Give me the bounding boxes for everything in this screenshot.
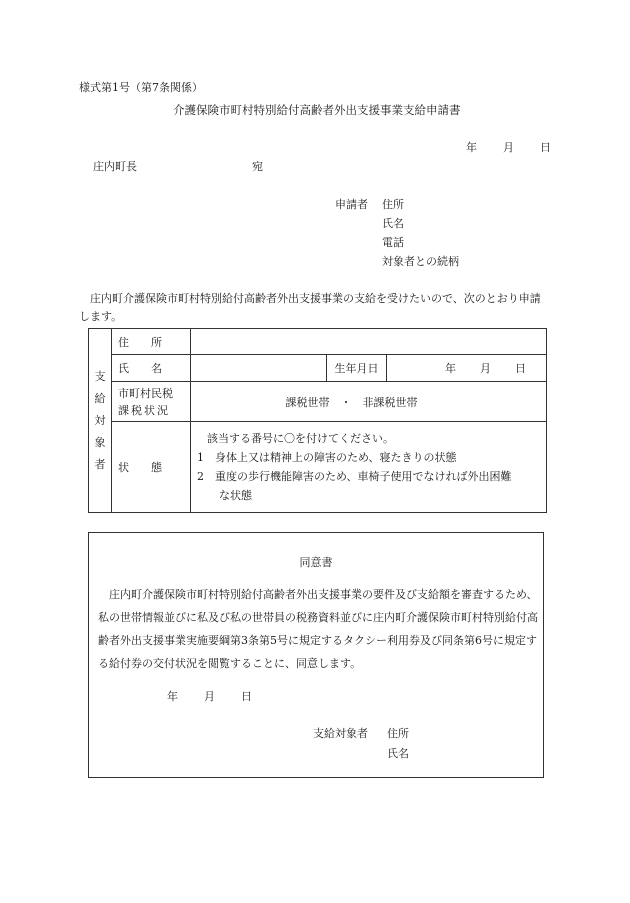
address-cell[interactable]	[191, 329, 547, 355]
side-char: 給	[94, 391, 106, 405]
application-statement-text: 庄内町介護保険市町村特別給付高齢者外出支援事業の支給を受けたいので、次のとおり申請します。	[79, 292, 541, 323]
applicant-field-name: 氏名	[382, 217, 404, 230]
application-statement	[79, 290, 549, 326]
form-number: 様式第1号（第7条関係）	[79, 81, 203, 94]
consent-day: 日	[241, 690, 252, 703]
tax-label-line-2: 課税状況	[118, 403, 170, 417]
signer-heading: 支給対象者	[313, 727, 368, 740]
birth-month: 月	[480, 362, 492, 375]
birthdate-label: 生年月日	[327, 355, 387, 382]
date-day: 日	[540, 141, 551, 154]
signer-name: 氏名	[387, 747, 409, 760]
consent-text: 庄内町介護保険市町村特別給付高齢者外出支援事業の要件及び支給額を審査するため、私の世帯情報並びに私及び私の世帯員の税務資料並びに庄内町介護保険市町村特別給付高齢者外出支援事業実施要綱第3条第5号に規定するタクシー利用券及び同条第6号に規定する給付券の交付状況を閲覧することに、同意します。	[98, 588, 538, 670]
addressee-name: 庄内町長	[93, 160, 137, 173]
side-char: 支	[94, 369, 106, 383]
condition-cell[interactable]	[191, 422, 547, 513]
side-char: 対	[94, 413, 106, 427]
application-date	[466, 139, 551, 155]
beneficiary-table	[88, 328, 547, 513]
name-cell[interactable]	[191, 355, 327, 382]
applicant-field-relationship: 対象者との続柄	[382, 255, 459, 268]
date-year: 年	[466, 141, 477, 154]
side-label	[89, 329, 112, 513]
address-label: 住 所	[112, 329, 191, 355]
tax-label-line-1: 市町村民税	[118, 386, 173, 400]
applicant-field-address: 住所	[382, 198, 404, 211]
addressee-honorific: 宛	[252, 160, 263, 173]
condition-option-2-cont: な状態	[219, 489, 252, 502]
consent-body	[98, 583, 540, 675]
signer-address: 住所	[387, 727, 409, 740]
consent-signer	[313, 724, 409, 764]
date-month: 月	[503, 141, 514, 154]
consent-title: 同意書	[299, 556, 333, 569]
applicant-block	[335, 195, 459, 271]
condition-instruction: 該当する番号に〇を付けてください。	[207, 432, 394, 445]
birth-day: 日	[515, 362, 527, 375]
tax-status-options[interactable]: 課税世帯 ・ 非課税世帯	[191, 382, 547, 422]
side-char: 者	[94, 457, 106, 471]
birthdate-cell[interactable]	[387, 355, 547, 382]
condition-label: 状 態	[112, 422, 191, 513]
consent-year: 年	[167, 690, 178, 703]
condition-option-2[interactable]: 2 重度の歩行機能障害のため、車椅子使用でなければ外出困難	[197, 470, 512, 483]
consent-date	[167, 688, 252, 704]
consent-month: 月	[204, 690, 215, 703]
condition-option-1[interactable]: 1 身体上又は精神上の障害のため、寝たきりの状態	[197, 451, 457, 464]
consent-section	[88, 532, 544, 778]
birth-year: 年	[445, 362, 457, 375]
side-char: 象	[94, 435, 106, 449]
page-title: 介護保険市町村特別給付高齢者外出支援事業支給申請書	[173, 103, 461, 117]
applicant-heading: 申請者	[335, 198, 368, 211]
applicant-field-phone: 電話	[382, 236, 404, 249]
name-label: 氏 名	[112, 355, 191, 382]
tax-status-label	[112, 382, 191, 422]
